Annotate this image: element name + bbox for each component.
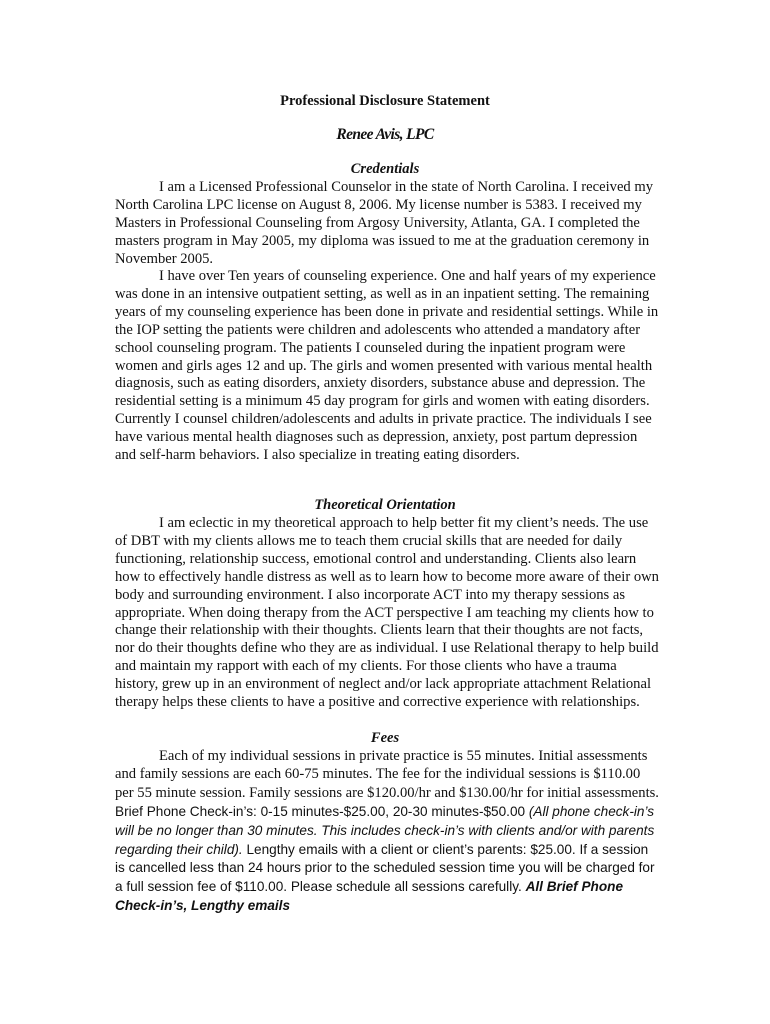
credentials-paragraph-1 — [115, 179, 660, 269]
theoretical-paragraph — [115, 515, 660, 712]
fees-phone-note-text: (All phone check-in’s will be no longer than 30 minutes. This includes check-in’s with clients and/or with parents regarding their child). — [115, 803, 655, 857]
fees-serif-text: Each of my individual sessions in private practice is 55 minutes. Initial assessments and family sessions are each 60-75 minutes. The fee for the individual sessions is $110.00 per 55 minute session. Family sessions are $120.00/hr and $130.00/hr for initial assessments. — [115, 748, 659, 801]
fees-heading: Fees — [370, 730, 400, 746]
fees-emphasis-text: All Brief Phone Check-in’s, Lengthy emails — [115, 879, 624, 914]
credentials-p1-text: I am a Licensed Professional Counselor in the state of North Carolina. I received my North Carolina LPC license on August 8, 2006. My license number is 5383. I received my Masters in Professional Counseling from Argosy University, Atlanta, GA. I completed the masters program in May 2005, my diploma was issued to me at the graduation ceremony in November 2005. — [115, 179, 654, 267]
credentials-p2-text: I have over Ten years of counseling experience. One and half years of my experience was done in an intensive outpatient setting, as well as in an inpatient setting. The remaining years of my counseling experience has been done in private and residential settings. While in the IOP setting the patients were children and adolescents who attended a mandatory after school counseling program. The patients I counseled during the inpatient program were women and girls ages 12 and up. The girls and women presented with various mental health diagnosis, such as eating disorders, anxiety disorders, substance abuse and depression. The residential setting is a minimum 45 day program for girls and women with eating disorders. Currently I counsel children/adolescents and adults in private practice. The individuals I see have various mental health diagnoses such as depression, anxiety, post partum depression and self-harm behaviors. I also specialize in treating eating disorders. — [115, 268, 659, 464]
fees-email-cancel-text: Lengthy emails with a client or client’s parents: $25.00. If a session is cancelled less than 24 hours prior to the scheduled session time you will be charged for a full session fee of $110.00. Please schedule all sessions carefully. — [115, 841, 655, 895]
fees-paragraph — [115, 748, 660, 916]
document-title: Professional Disclosure Statement — [280, 93, 490, 109]
author-name: Renee Avis, LPC — [336, 126, 434, 143]
theoretical-orientation-heading: Theoretical Orientation — [314, 497, 456, 513]
fees-phone-checkin-text: Brief Phone Check-in’s: 0-15 minutes-$25.00, 20-30 minutes-$50.00 — [115, 803, 529, 819]
theoretical-p1-text: I am eclectic in my theoretical approach to help better fit my client’s needs. The use of DBT with my clients allows me to teach them crucial skills that are needed for daily functioning, relationship success, emotional control and understanding. Clients also learn how to effectively handle distress as well as to learn how to become more aware of their own body and surrounding environment. I also incorporate ACT into my therapy sessions as appropriate. When doing therapy from the ACT perspective I am teaching my clients how to change their relationship with their thoughts. Clients learn that their thoughts are not facts, nor do their thoughts define who they are as individual. I use Relational therapy to help build and maintain my rapport with each of my clients. For those clients who have a trauma history, grew up in an environment of neglect and/or lack appropriate attachment Relational therapy helps these clients to have a positive and corrective experience with relationships. — [115, 515, 659, 711]
credentials-heading: Credentials — [350, 161, 420, 177]
credentials-paragraph-2 — [115, 268, 660, 465]
